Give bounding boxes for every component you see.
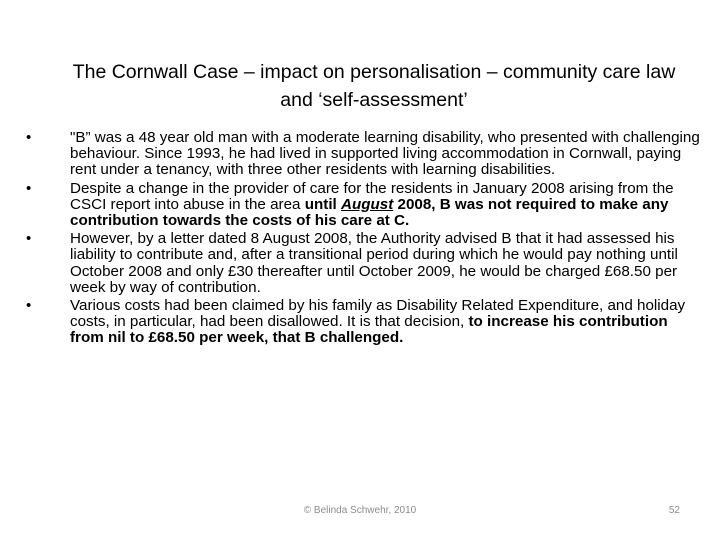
bullet-dot: • <box>26 230 32 248</box>
bullet-text: However, by a letter dated 8 August 2008, the Authority advised B that it had assessed his liability to contribute and, after a transitional period during which he would pay nothing until October 2008 and only £30 thereafter until October 2009, he would be charged £68.50 per week by way of contribution. <box>70 230 678 296</box>
bullet-text-bold: to increase his contribution from nil to £68.50 per week, that B challenged. <box>70 313 668 347</box>
bullet-item <box>26 181 702 230</box>
bullet-item <box>26 231 702 296</box>
bullet-dot: • <box>26 129 32 146</box>
bullet-dot: • <box>26 297 32 315</box>
slide-title: The Cornwall Case – impact on personalisation – community care law and ‘self-assessment’ <box>72 61 676 111</box>
bullet-item <box>26 130 702 179</box>
footer-page-number: 52 <box>668 505 680 516</box>
bullet-list <box>26 130 702 349</box>
bullet-text: Various costs had been claimed by his family as Disability Related Expenditure, and holiday costs, in particular, had been disallowed. It is that decision, <box>70 297 686 331</box>
bullet-dot: • <box>26 179 32 197</box>
footer-copyright: © Belinda Schwehr, 2010 <box>303 505 417 516</box>
bullet-text: "B” was a 48 year old man with a moderate learning disability, who presented with challenging behaviour. Since 1993, he had lived in supported living accommodation in Cornwall, paying rent under a tenancy, with three other residents with learning disabilities. <box>70 129 700 179</box>
bullet-text: Despite a change in the provider of care for the residents in January 2008 arising from the CSCI report into abuse in the area <box>70 179 674 213</box>
bullet-text-emphasis: August <box>340 195 394 213</box>
bullet-text-bold: 2008, B was not required to make any contribution towards the costs of his care at C. <box>70 195 669 230</box>
bullet-item <box>26 298 702 347</box>
bullet-text-bold: until <box>304 195 341 213</box>
